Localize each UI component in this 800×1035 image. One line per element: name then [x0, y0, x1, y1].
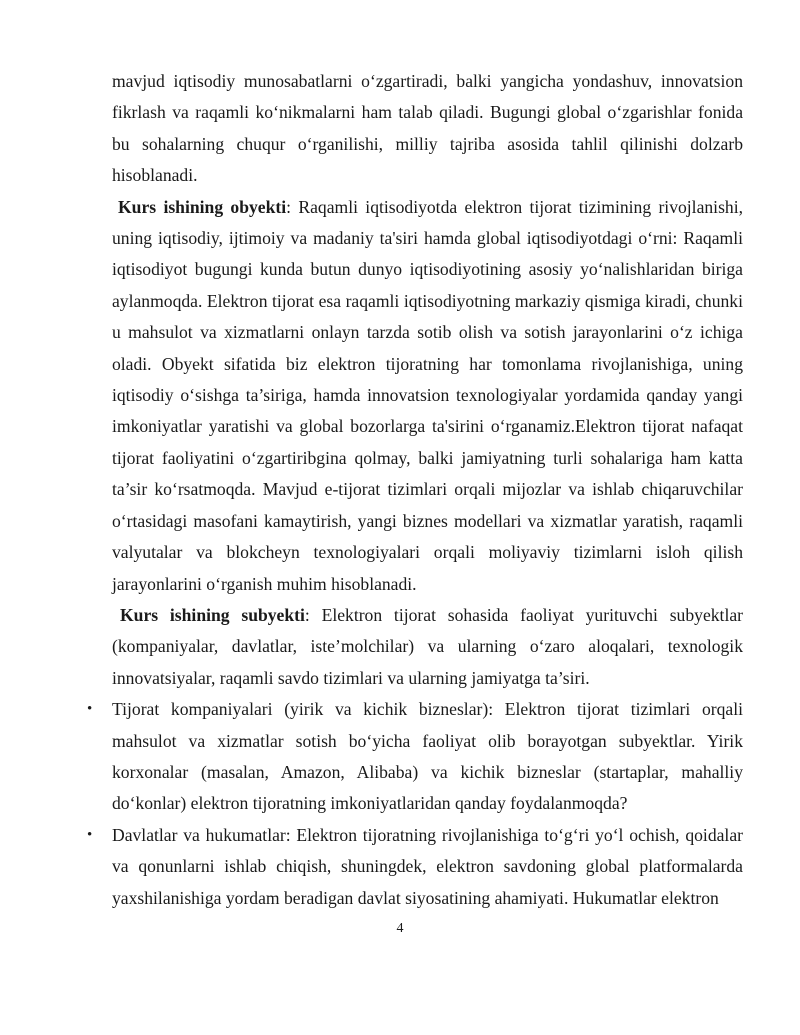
subject-paragraph	[112, 600, 743, 694]
object-paragraph	[112, 192, 743, 600]
object-heading: Kurs ishining obyekti	[118, 196, 287, 217]
intro-paragraph: mavjud iqtisodiy munosabatlarni o‘zgartiradi, balki yangicha yondashuv, innovatsion fikrlash va raqamli ko‘nikmalarni ham talab qiladi. Bugungi global o‘zgarishlar fonida bu sohalarning chuqur o‘rganilishi, milliy tajriba asosida tahlil qilinishi dolzarb hisoblanadi.	[112, 71, 743, 186]
bullet-marker: •	[87, 701, 93, 718]
bullet-item-governments	[87, 820, 743, 914]
document-page	[87, 66, 743, 914]
subject-text: : Elektron tijorat sohasida faoliyat yurituvchi subyektlar (kompaniyalar, davlatlar, iste’molchilar) va ularning o‘zaro aloqalari, texnologik innovatsiyalar, raqamli savdo tizimlari va ularning jamiyatga ta’siri.	[112, 604, 743, 688]
subject-heading: Kurs ishining subyekti	[120, 604, 305, 625]
bullet-marker: •	[87, 826, 93, 843]
bullet-text: Tijorat kompaniyalari (yirik va kichik bizneslar): Elektron tijorat tizimlari orqali mahsulot va xizmatlar sotish bo‘yicha faoliyat olib borayotgan subyektlar. Yirik korxonalar (masalan, Amazon, Alibaba) va kichik bizneslar (startaplar, mahalliy do‘konlar) elektron tijoratning imkoniyatlaridan qanday foydalanmoqda?	[112, 699, 743, 814]
object-text: : Raqamli iqtisodiyotda elektron tijorat tizimining rivojlanishi, uning iqtisodiy, ijtimoiy va madaniy ta'siri hamda global iqtisodiyotdagi o‘rni: Raqamli iqtisodiyot bugungi kunda butun dunyo iqtisodiyotining asosiy yo‘nalishlaridan biriga aylanmoqda. Elektron tijorat esa raqamli iqtisodiyotning markaziy qismiga kiradi, chunki u mahsulot va xizmatlarni onlayn tarzda sotib olish va sotish jarayonlarini o‘z ichiga oladi. Obyekt sifatida biz elektron tijoratning har tomonlama rivojlanishiga, uning iqtisodiy o‘sishga ta’siriga, hamda innovatsion texnologiyalar yordamida qanday yangi imkoniyatlar yaratishi va global bozorlarga ta'sirini o‘rganamiz.Elektron tijorat nafaqat tijorat faoliyatini o‘zgartiribgina qolmay, balki jamiyatning turli sohalariga ham katta ta’sir ko‘rsatmoqda. Mavjud e-tijorat tizimlari orqali mijozlar va ishlab chiqaruvchilar o‘rtasidagi masofani kamaytirish, yangi biznes modellari va xizmatlar yaratish, raqamli valyutalar va blokcheyn texnologiyalari orqali moliyaviy tizimlarni isloh qilish jarayonlarini o‘rganish muhim hisoblanadi.	[112, 196, 743, 594]
bullet-item-companies	[87, 694, 743, 820]
bullet-text: Davlatlar va hukumatlar: Elektron tijoratning rivojlanishiga to‘g‘ri yo‘l ochish, qoidalar va qonunlarni ishlab chiqish, shuningdek, elektron savdoning global platformalarda yaxshilanishiga yordam beradigan davlat siyosatining ahamiyati. Hukumatlar elektron	[112, 824, 743, 908]
page-number: 4	[396, 921, 404, 936]
